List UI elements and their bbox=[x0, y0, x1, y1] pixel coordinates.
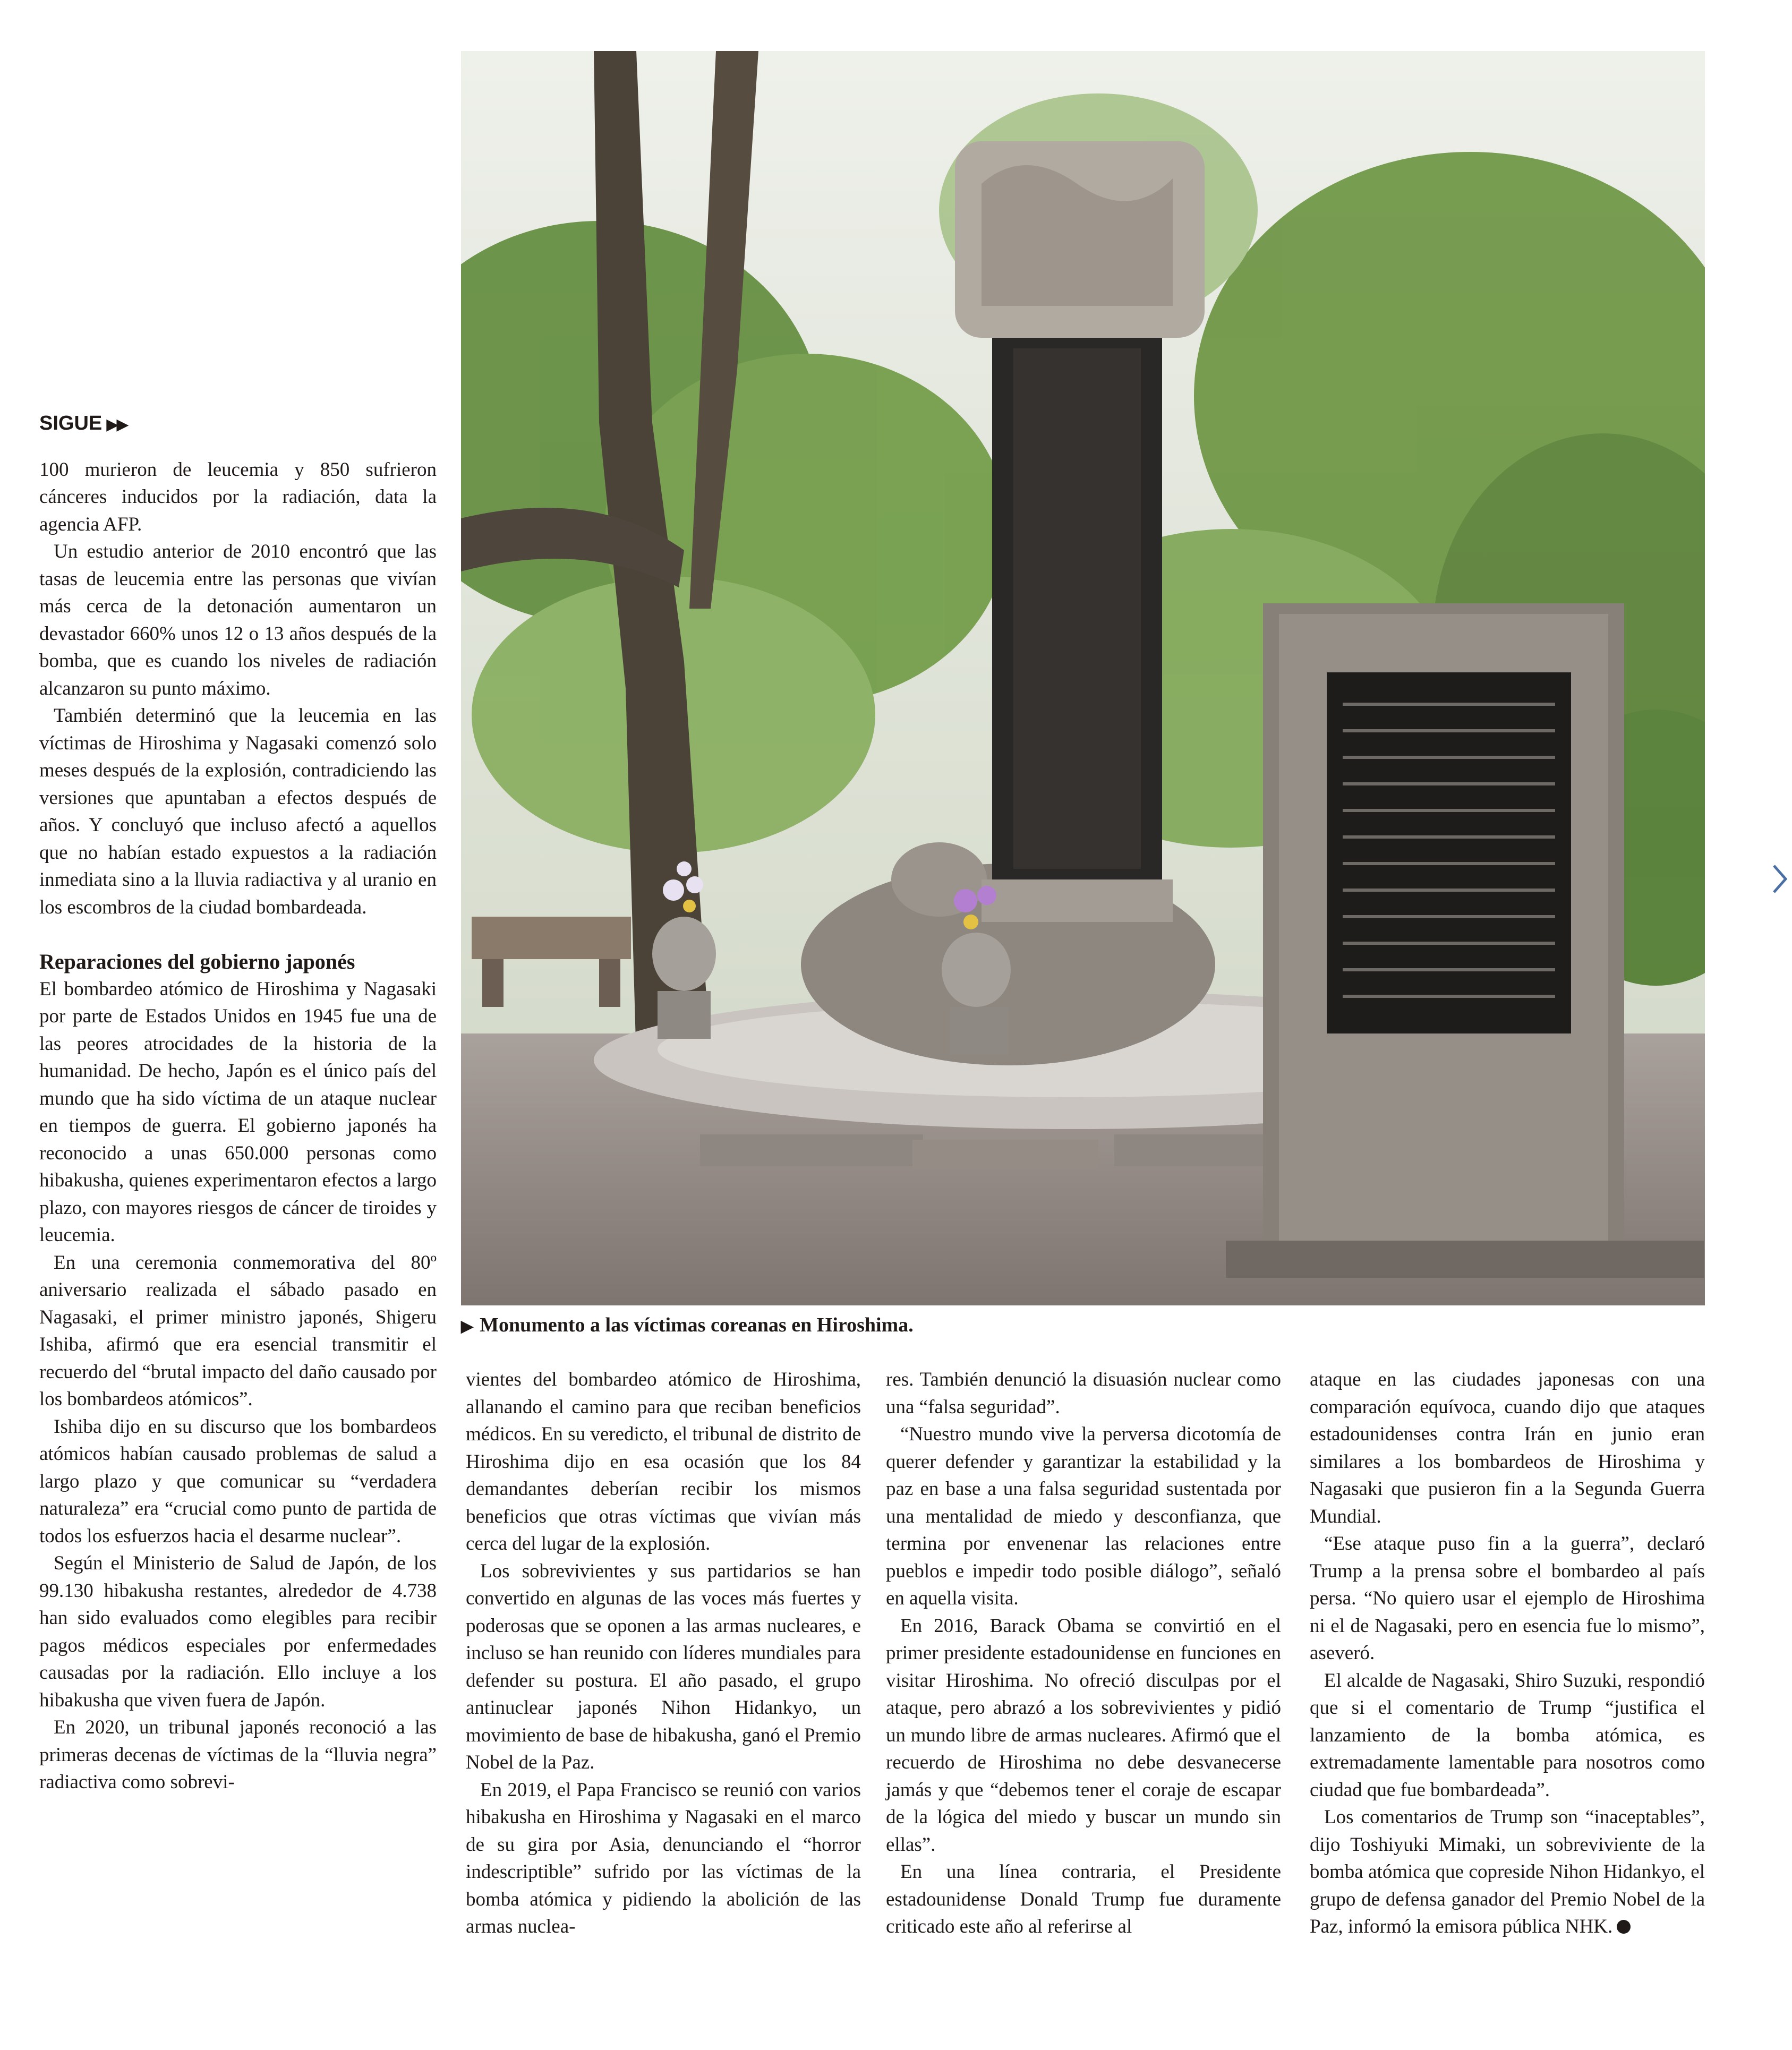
col2-paragraph: vientes del bombardeo atómico de Hiroshima, allanando el camino para que reciban beneficios médicos. En su veredicto, el tribunal de distrito de Hiroshima dijo en esa ocasión que los 84 demandantes deberían recibir los mismos beneficios que otras víctimas que vivían más cerca del lugar de la explosión. bbox=[466, 1369, 861, 1554]
photo-caption bbox=[461, 1312, 1705, 1340]
next-page-button[interactable] bbox=[1769, 860, 1790, 898]
double-play-arrow-icon: ▶▶ bbox=[106, 416, 127, 433]
monument-photo bbox=[461, 51, 1705, 1305]
col1-paragraph: El bombardeo atómico de Hiroshima y Nagasaki por parte de Estados Unidos en 1945 fue una de las peores atrocidades de la historia de la humanidad. De hecho, Japón es el único país del mundo que ha sido víctima de un ataque nuclear en tiempos de guerra. El gobierno japonés ha reconocido a unas 650.000 personas como hibakusha, quienes experimentaron efectos a largo plazo, con mayores riesgos de cáncer de tiroides y leucemia. bbox=[39, 978, 437, 1246]
col4-paragraph: “Ese ataque puso fin a la guerra”, declaró Trump a la prensa sobre el bombardeo al país persa. “No quiero usar el ejemplo de Hiroshima ni el de Nagasaki, pero en esencia fue lo mismo”, aseveró. bbox=[1310, 1533, 1705, 1664]
col4-paragraph: Los comentarios de Trump son “inaceptables”, dijo Toshiyuki Mimaki, un sobreviviente de la bomba atómica que copreside Nihon Hidankyo, el grupo de defensa ganador del Premio Nobel de la Paz, informó la emisora pública NHK. bbox=[1310, 1806, 1705, 1937]
column-2 bbox=[466, 1366, 861, 1941]
col3-paragraph: En una línea contraria, el Presidente estadounidense Donald Trump fue duramente criticado este año al referirse al bbox=[886, 1861, 1281, 1937]
column-3 bbox=[886, 1366, 1281, 1941]
col1-paragraph: Ishiba dijo en su discurso que los bombardeos atómicos habían causado problemas de salud a largo plazo y que comunicar su “verdadera naturaleza” era “crucial como punto de partida de todos los esfuerzos hacia el desarme nuclear”. bbox=[39, 1415, 437, 1547]
chevron-right-icon bbox=[1769, 860, 1790, 898]
sigue-label bbox=[39, 410, 437, 439]
col1-paragraph: 100 murieron de leucemia y 850 sufrieron cánceres inducidos por la radiación, data la agencia AFP. bbox=[39, 458, 437, 535]
play-triangle-icon: ▶ bbox=[461, 1318, 474, 1335]
col2-paragraph: En 2019, el Papa Francisco se reunió con varios hibakusha en Hiroshima y Nagasaki en el marco de su gira por Asia, denunciando el “horror indescriptible” sufrido por las víctimas de la bomba atómica y pidiendo la abolición de las armas nuclea- bbox=[466, 1779, 861, 1937]
col2-paragraph: Los sobrevivientes y sus partidarios se han convertido en algunas de las voces más fuertes y poderosas que se oponen a las armas nucleares, e incluso se han reunido con líderes mundiales para defender su postura. El año pasado, el grupo antinuclear japonés Nihon Hidankyo, un movimiento de base de hibakusha, ganó el Premio Nobel de la Paz. bbox=[466, 1560, 861, 1773]
col3-paragraph: res. También denunció la disuasión nuclear como una “falsa seguridad”. bbox=[886, 1369, 1281, 1418]
sigue-text: SIGUE bbox=[39, 412, 103, 434]
column-4 bbox=[1310, 1366, 1705, 1941]
col1-paragraph: También determinó que la leucemia en las víctimas de Hiroshima y Nagasaki comenzó solo meses después de la explosión, contradiciendo las versiones que apuntaban a efectos después de años. Y concluyó que incluso afectó a aquellos que no habían estado expuestos a la radiación inmediata sino a la lluvia radiactiva y al uranio en los escombros de la ciudad bombardeada. bbox=[39, 705, 437, 918]
col4-paragraph: ataque en las ciudades japonesas con una comparación equívoca, cuando dijo que ataques estadounidenses contra Irán en junio eran similares a los bombardeos de Hiroshima y Nagasaki que pusieron fin a la Segunda Guerra Mundial. bbox=[1310, 1369, 1705, 1527]
section-subhead: Reparaciones del gobierno japonés bbox=[39, 950, 355, 973]
photo-illustration bbox=[461, 51, 1705, 1305]
col3-paragraph: En 2016, Barack Obama se convirtió en el primer presidente estadounidense en funciones en visitar Hiroshima. No ofreció disculpas por el ataque, pero abrazó a los sobrevivientes y pidió un mundo libre de armas nucleares. Afirmó que el recuerdo de Hiroshima no debe desvanecerse jamás y que “debemos tener el coraje de escapar de la lógica del miedo y buscar un mundo sin ellas”. bbox=[886, 1615, 1281, 1856]
col4-paragraph: El alcalde de Nagasaki, Shiro Suzuki, respondió que si el comentario de Trump “justifica el lanzamiento de la bomba atómica, es extremadamente lamentable para nosotros como ciudad que fue bombardeada”. bbox=[1310, 1669, 1705, 1801]
column-1 bbox=[39, 410, 437, 1796]
col1-paragraph: En 2020, un tribunal japonés reconoció a las primeras decenas de víctimas de la “lluvia negra” radiactiva como sobrevi- bbox=[39, 1716, 437, 1793]
col3-paragraph: “Nuestro mundo vive la perversa dicotomía de querer defender y garantizar la estabilidad y la paz en base a una falsa seguridad sustentada por una mentalidad de miedo y desconfianza, que termina por envenenar las relaciones entre pueblos e impedir todo posible diálogo”, señaló en aquella visita. bbox=[886, 1423, 1281, 1609]
black-dot-icon bbox=[1617, 1920, 1631, 1934]
col1-paragraph: Según el Ministerio de Salud de Japón, de los 99.130 hibakusha restantes, alrededor de 4.738 han sido evaluados como elegibles para recibir pagos médicos especiales por enfermedades causadas por la radiación. Ello incluye a los hibakusha que viven fuera de Japón. bbox=[39, 1552, 437, 1711]
col1-paragraph: En una ceremonia conmemorativa del 80º aniversario realizada el sábado pasado en Nagasaki, el primer ministro japonés, Shigeru Ishiba, afirmó que era esencial transmitir el recuerdo del “brutal impacto del daño causado por los bombardeos atómicos”. bbox=[39, 1251, 437, 1410]
caption-text: Monumento a las víctimas coreanas en Hiroshima. bbox=[480, 1314, 914, 1336]
col1-paragraph: Un estudio anterior de 2010 encontró que las tasas de leucemia entre las personas que vivían más cerca de la detonación aumentaron un devastador 660% unos 12 o 13 años después de la bomba, que es cuando los niveles de radiación alcanzaron su punto máximo. bbox=[39, 541, 437, 699]
